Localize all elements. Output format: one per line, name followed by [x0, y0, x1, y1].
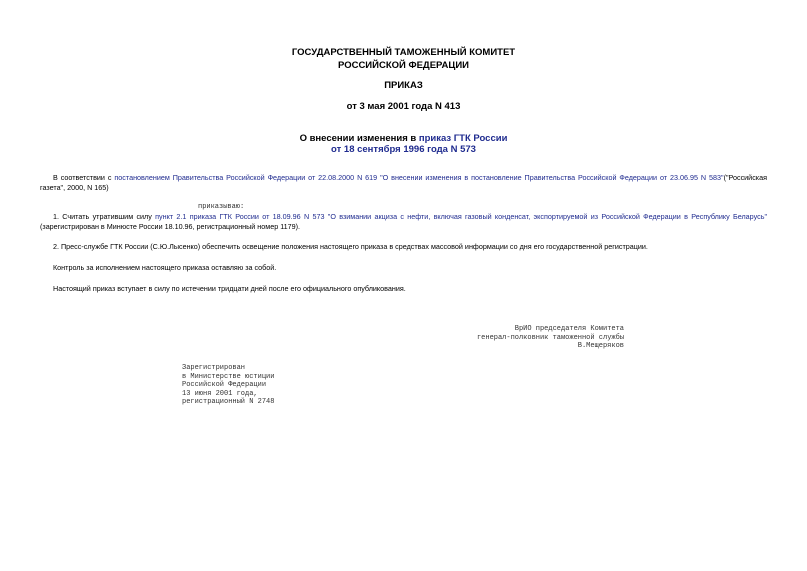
doc-title-prefix: О внесении изменения в	[299, 133, 419, 144]
org-name-line2: РОССИЙСКОЙ ФЕДЕРАЦИИ	[337, 60, 469, 71]
signature-name: В.Мещеряков	[577, 342, 624, 351]
repealed-clause-link[interactable]: пункт 2.1 приказа ГТК России от 18.09.96 N 573 "О взимании акциза с нефти, включая газовый конденсат, экспортируемой из Российской Федерации в Республику Беларусь"	[155, 212, 767, 221]
registration-line-5: регистрационный N 2748	[182, 398, 275, 407]
signature-position: ВрИО председателя Комитета	[514, 325, 624, 333]
signature-block	[477, 325, 624, 351]
preamble-suffix: ("Российская газета", 2000, N 165)	[40, 173, 767, 192]
preamble-prefix: В соответствии с	[53, 173, 115, 182]
registration-line-3: Российской Федерации	[182, 381, 267, 390]
effect-paragraph: Настоящий приказ вступает в силу по истечении тридцати дней после его официального опубликования.	[53, 284, 406, 293]
preamble-paragraph	[40, 173, 767, 193]
control-paragraph: Контроль за исполнением настоящего приказа оставляю за собой.	[53, 263, 277, 272]
signature-rank: генерал-полковник таможенной службы	[476, 333, 624, 342]
item-2-paragraph: 2. Пресс-службе ГТК России (С.Ю.Лысенко) обеспечить освещение положения настоящего приказа в средствах массовой информации со дня его государственной регистрации.	[53, 242, 648, 251]
org-name-line1: ГОСУДАРСТВЕННЫЙ ТАМОЖЕННЫЙ КОМИТЕТ	[291, 47, 516, 58]
order-word: приказываю:	[198, 203, 245, 211]
registration-block	[182, 364, 274, 407]
registration-line-2: в Министерстве юстиции	[182, 372, 275, 381]
item-1-suffix: (зарегистрирован в Минюсте России 18.10.96, регистрационный номер 1179).	[40, 222, 301, 231]
doc-title-line2	[0, 144, 807, 156]
title-order-link[interactable]: приказ ГТК России	[418, 133, 508, 144]
doc-date-number: от 3 мая 2001 года N 413	[346, 101, 461, 112]
registration-line-1: Зарегистрирован	[182, 364, 246, 372]
item-1-prefix: 1. Считать утратившим силу	[53, 212, 156, 221]
registration-line-4: 13 июня 2001 года,	[182, 389, 258, 398]
government-decree-link[interactable]: постановлением Правительства Российской Федерации от 22.08.2000 N 619 "О внесении изменения в постановление Правительства Российской Федерации от 23.06.95 N 583"	[114, 173, 724, 182]
title-order-date-link[interactable]: от 18 сентября 1996 года N 573	[331, 144, 476, 155]
doc-type: ПРИКАЗ	[384, 80, 423, 91]
item-1-paragraph	[40, 212, 767, 232]
